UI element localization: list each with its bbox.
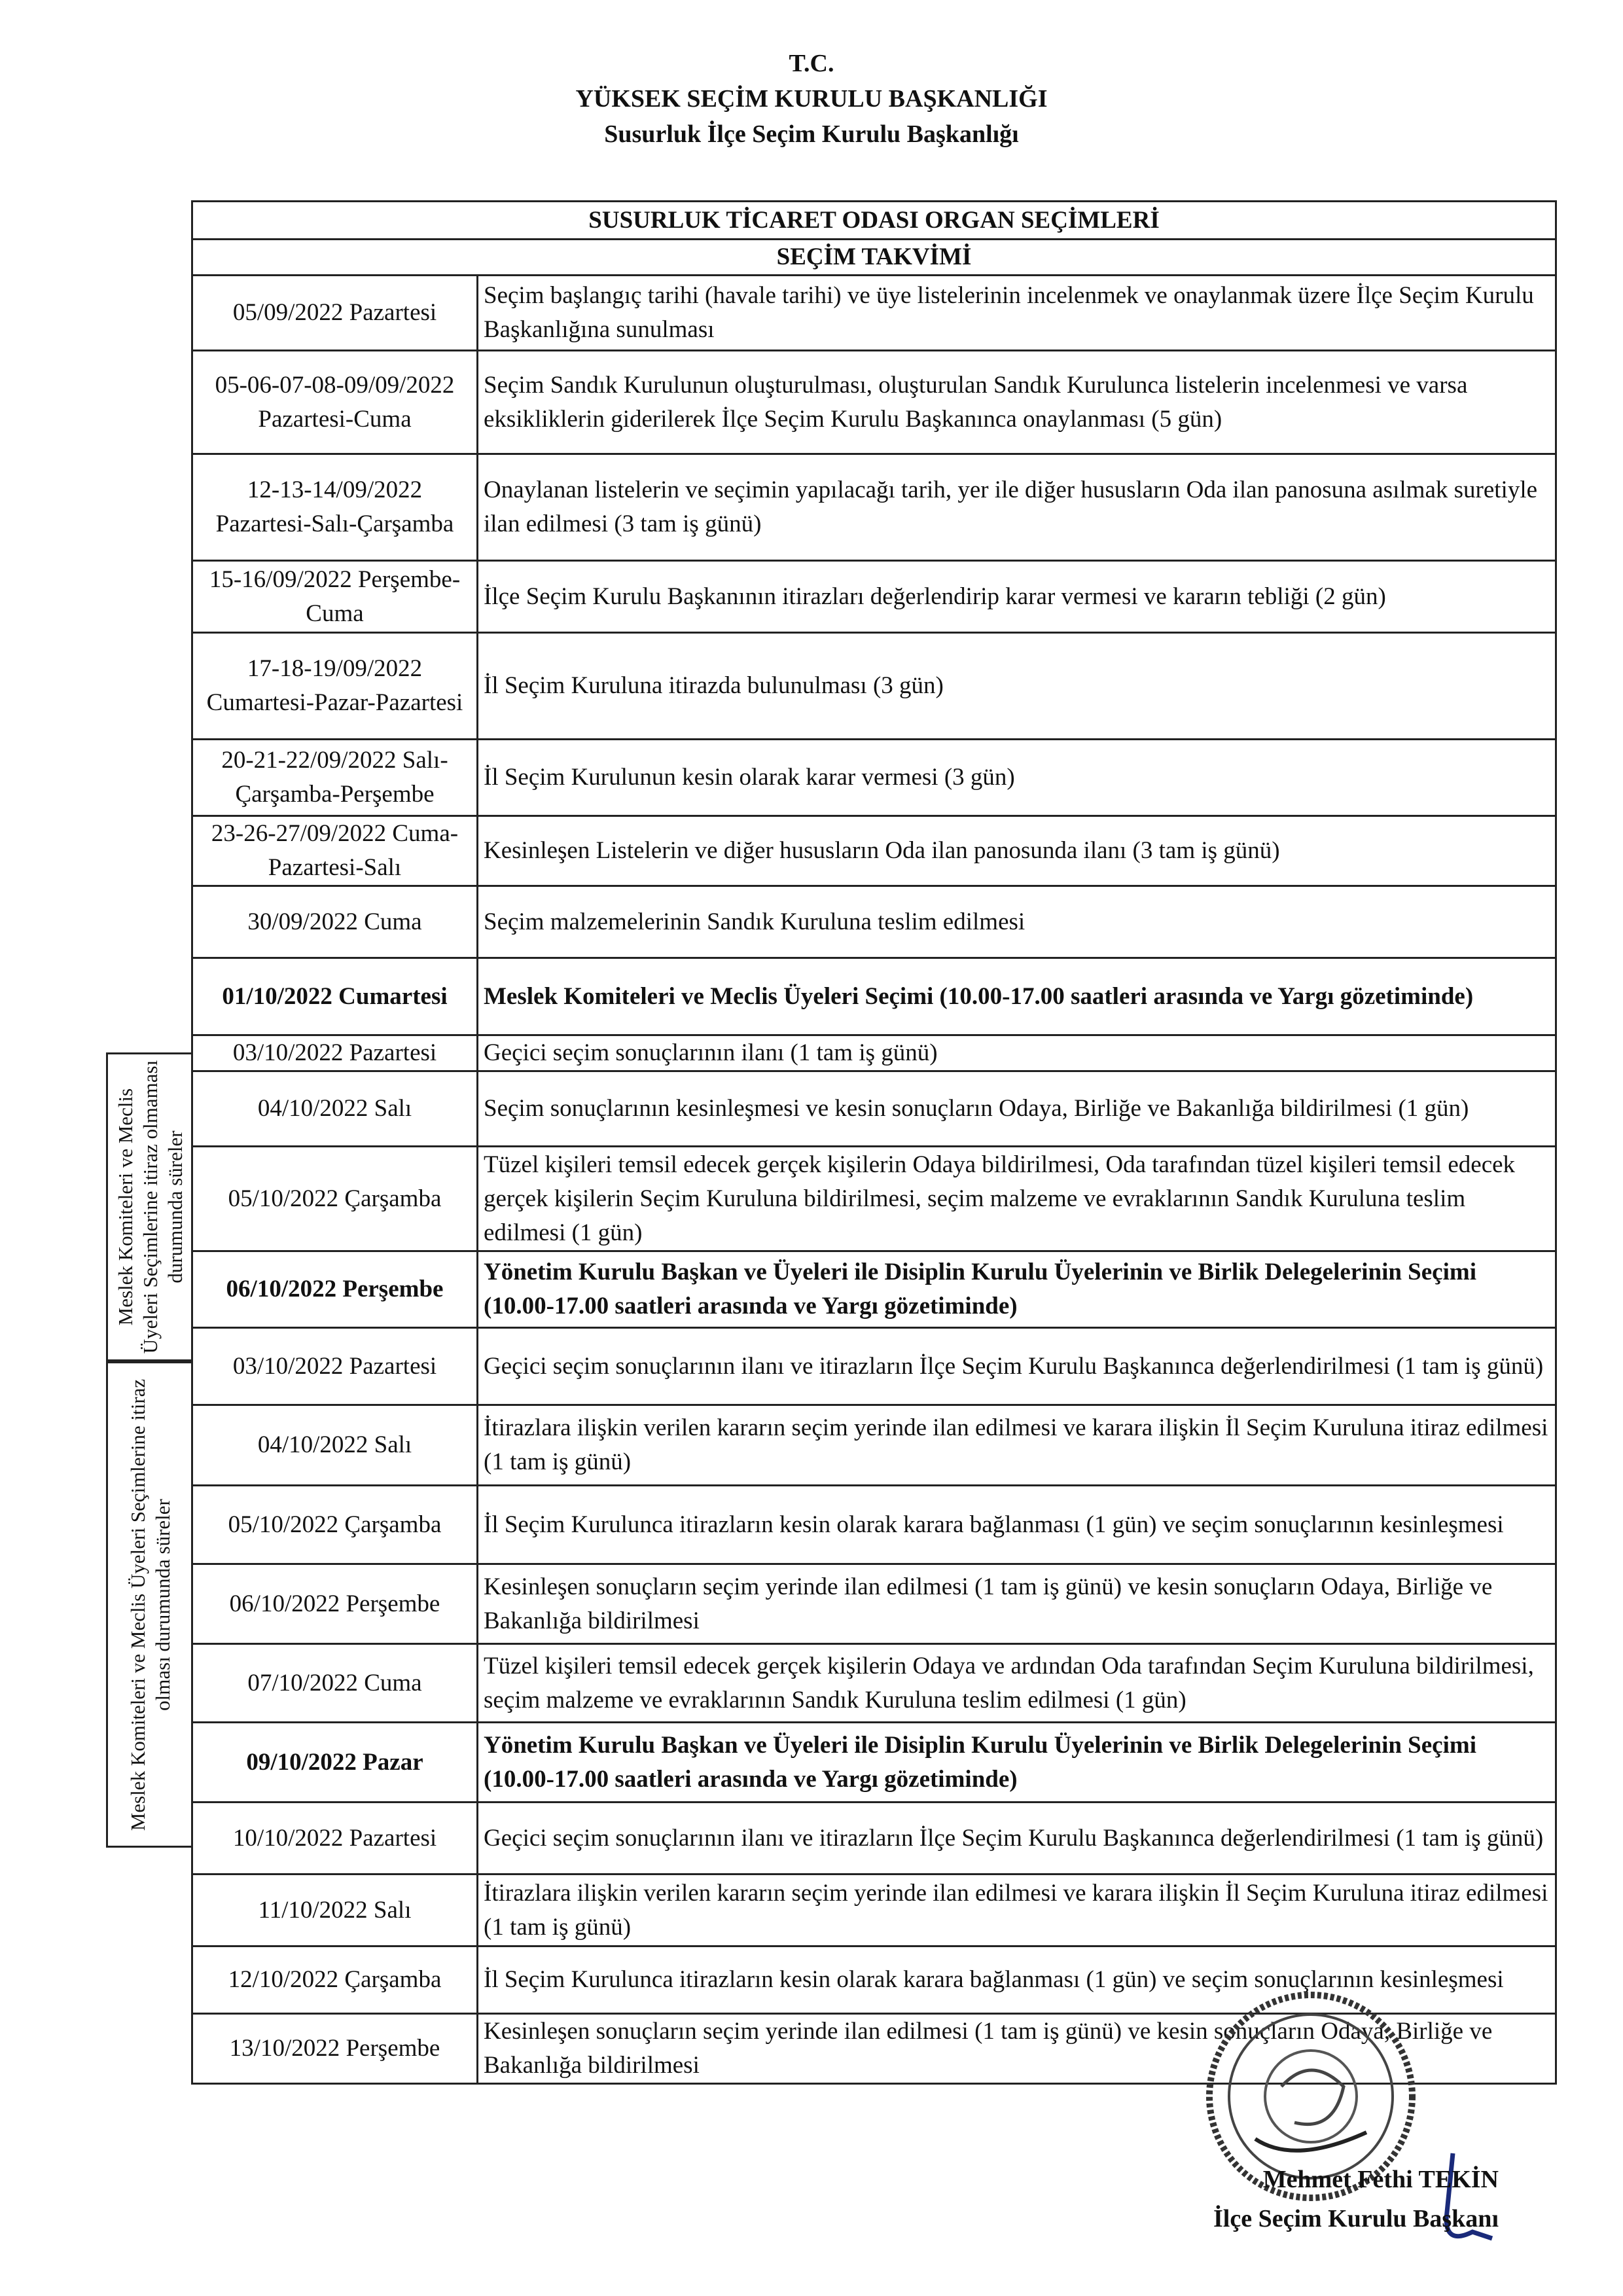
table-row — [192, 1405, 1556, 1486]
row-description: Seçim malzemelerinin Sandık Kuruluna teslim edilmesi — [478, 886, 1556, 958]
table-subtitle: SEÇİM TAKVİMİ — [192, 240, 1556, 276]
table-row — [192, 1035, 1556, 1071]
table-row — [192, 1328, 1556, 1405]
header-district-board: Susurluk İlçe Seçim Kurulu Başkanlığı — [604, 120, 1019, 148]
table-row — [192, 1803, 1556, 1874]
table-row — [192, 561, 1556, 633]
table-row — [192, 740, 1556, 816]
side-group-objection — [106, 1361, 192, 1848]
row-date: 04/10/2022 Salı — [192, 1071, 478, 1147]
row-description: İtirazlara ilişkin verilen kararın seçim yerinde ilan edilmesi ve karara ilişkin İl Seçim Kuruluna itiraz edilmesi (1 tam iş günü) — [478, 1405, 1556, 1486]
row-description: İl Seçim Kurulunca itirazların kesin olarak karara bağlanması (1 gün) ve seçim sonuçlarının kesinleşmesi — [478, 1946, 1556, 2014]
row-date: 05/10/2022 Çarşamba — [192, 1147, 478, 1251]
row-description: Seçim sonuçlarının kesinleşmesi ve kesin sonuçların Odaya, Birliğe ve Bakanlığa bildirilmesi (1 gün) — [478, 1071, 1556, 1147]
table-row — [192, 1251, 1556, 1328]
table-row — [192, 1147, 1556, 1251]
row-description: İl Seçim Kurulunca itirazların kesin olarak karara bağlanması (1 gün) ve seçim sonuçlarının kesinleşmesi — [478, 1486, 1556, 1564]
row-description: Onaylanan listelerin ve seçimin yapılacağı tarih, yer ile diğer hususların Oda ilan panosuna asılmak suretiyle ilan edilmesi (3 tam iş günü) — [478, 454, 1556, 561]
row-description: Geçici seçim sonuçlarının ilanı ve itirazların İlçe Seçim Kurulu Başkanınca değerlendirilmesi (1 tam iş günü) — [478, 1328, 1556, 1405]
row-date: 10/10/2022 Pazartesi — [192, 1803, 478, 1874]
row-date: 20-21-22/09/2022 Salı-Çarşamba-Perşembe — [192, 740, 478, 816]
row-description: Kesinleşen Listelerin ve diğer hususların Oda ilan panosunda ilanı (3 tam iş günü) — [478, 816, 1556, 886]
row-description: Kesinleşen sonuçların seçim yerinde ilan edilmesi (1 tam iş günü) ve kesin sonuçların Odaya, Birliğe ve Bakanlığa bildirilmesi — [478, 2014, 1556, 2084]
row-description: Seçim Sandık Kurulunun oluşturulması, oluşturulan Sandık Kurulunca listelerin incelenmesi ve varsa eksikliklerin giderilerek İlçe Seçim Kurulu Başkanınca onaylanması (5 gün) — [478, 351, 1556, 454]
row-date: 03/10/2022 Pazartesi — [192, 1035, 478, 1071]
row-date: 06/10/2022 Perşembe — [192, 1564, 478, 1644]
row-date: 07/10/2022 Cuma — [192, 1644, 478, 1723]
row-date: 05/10/2022 Çarşamba — [192, 1486, 478, 1564]
table-row — [192, 1071, 1556, 1147]
row-date: 12-13-14/09/2022 Pazartesi-Salı-Çarşamba — [192, 454, 478, 561]
row-date: 09/10/2022 Pazar — [192, 1723, 478, 1803]
side-label-objection: Meslek Komiteleri ve Meclis Üyeleri Seçimlerine itiraz olması durumunda süreler — [126, 1378, 174, 1831]
election-calendar-table — [191, 200, 1557, 2085]
table-title-row — [192, 202, 1556, 240]
side-label-no-objection: Meslek Komiteleri ve Meclis Üyeleri Seçimlerine itiraz olmaması durumunda süreler — [113, 1060, 187, 1354]
row-description: İl Seçim Kurulunun kesin olarak karar vermesi (3 gün) — [478, 740, 1556, 816]
row-description: Yönetim Kurulu Başkan ve Üyeleri ile Disiplin Kurulu Üyelerinin ve Birlik Delegelerinin Seçimi (10.00-17.00 saatleri arasında ve Yargı gözetiminde) — [478, 1251, 1556, 1328]
table-row — [192, 958, 1556, 1035]
table-row — [192, 1644, 1556, 1723]
row-description: İtirazlara ilişkin verilen kararın seçim yerinde ilan edilmesi ve karara ilişkin İl Seçim Kuruluna itiraz edilmesi (1 tam iş günü) — [478, 1874, 1556, 1946]
table-row — [192, 633, 1556, 740]
table-row — [192, 816, 1556, 886]
row-date: 30/09/2022 Cuma — [192, 886, 478, 958]
row-date: 11/10/2022 Salı — [192, 1874, 478, 1946]
table-subtitle-row — [192, 240, 1556, 276]
table-row — [192, 1723, 1556, 1803]
document-header — [0, 46, 1623, 152]
row-description: Tüzel kişileri temsil edecek gerçek kişilerin Odaya bildirilmesi, Oda tarafından tüzel kişileri temsil edecek gerçek kişilerin Seçim Kuruluna bildirilmesi, seçim malzeme ve evraklarının Sandık Kuruluna teslim edilmesi (1 gün) — [478, 1147, 1556, 1251]
row-date: 03/10/2022 Pazartesi — [192, 1328, 478, 1405]
row-date: 15-16/09/2022 Perşembe-Cuma — [192, 561, 478, 633]
header-institution: YÜKSEK SEÇİM KURULU BAŞKANLIĞI — [575, 85, 1048, 113]
table-row — [192, 1564, 1556, 1644]
row-date: 05-06-07-08-09/09/2022 Pazartesi-Cuma — [192, 351, 478, 454]
table-row — [192, 276, 1556, 351]
table-row — [192, 1486, 1556, 1564]
table-row — [192, 351, 1556, 454]
row-description: Seçim başlangıç tarihi (havale tarihi) ve üye listelerinin incelenmek ve onaylanmak üzere İlçe Seçim Kurulu Başkanlığına sunulması — [478, 276, 1556, 351]
row-description: Tüzel kişileri temsil edecek gerçek kişilerin Odaya ve ardından Oda tarafından Seçim Kuruluna bildirilmesi, seçim malzeme ve evraklarının Sandık Kuruluna teslim edilmesi (1 gün) — [478, 1644, 1556, 1723]
row-date: 13/10/2022 Perşembe — [192, 2014, 478, 2084]
row-date: 23-26-27/09/2022 Cuma-Pazartesi-Salı — [192, 816, 478, 886]
row-description: Geçici seçim sonuçlarının ilanı ve itirazların İlçe Seçim Kurulu Başkanınca değerlendirilmesi (1 tam iş günü) — [478, 1803, 1556, 1874]
table-title: SUSURLUK TİCARET ODASI ORGAN SEÇİMLERİ — [192, 202, 1556, 240]
signer-title: İlçe Seçim Kurulu Başkanı — [1213, 2205, 1499, 2233]
signer-name: Mehmet Fethi TEKİN — [1262, 2166, 1499, 2193]
row-description: Yönetim Kurulu Başkan ve Üyeleri ile Disiplin Kurulu Üyelerinin ve Birlik Delegelerinin Seçimi (10.00-17.00 saatleri arasında ve Yargı gözetiminde) — [478, 1723, 1556, 1803]
row-date: 17-18-19/09/2022 Cumartesi-Pazar-Pazartesi — [192, 633, 478, 740]
row-date: 12/10/2022 Çarşamba — [192, 1946, 478, 2014]
table-row — [192, 454, 1556, 561]
row-description: Kesinleşen sonuçların seçim yerinde ilan edilmesi (1 tam iş günü) ve kesin sonuçların Odaya, Birliğe ve Bakanlığa bildirilmesi — [478, 1564, 1556, 1644]
signature-block — [1213, 2160, 1499, 2238]
row-description: İl Seçim Kuruluna itirazda bulunulması (3 gün) — [478, 633, 1556, 740]
row-date: 06/10/2022 Perşembe — [192, 1251, 478, 1328]
side-group-no-objection — [106, 1052, 192, 1361]
row-description: İlçe Seçim Kurulu Başkanının itirazları değerlendirip karar vermesi ve kararın tebliği (2 gün) — [478, 561, 1556, 633]
row-date: 01/10/2022 Cumartesi — [192, 958, 478, 1035]
row-description: Geçici seçim sonuçlarının ilanı (1 tam iş günü) — [478, 1035, 1556, 1071]
header-tc: T.C. — [789, 50, 834, 77]
table-row — [192, 886, 1556, 958]
row-description: Meslek Komiteleri ve Meclis Üyeleri Seçimi (10.00-17.00 saatleri arasında ve Yargı gözetiminde) — [478, 958, 1556, 1035]
table-row — [192, 1874, 1556, 1946]
row-date: 05/09/2022 Pazartesi — [192, 276, 478, 351]
row-date: 04/10/2022 Salı — [192, 1405, 478, 1486]
